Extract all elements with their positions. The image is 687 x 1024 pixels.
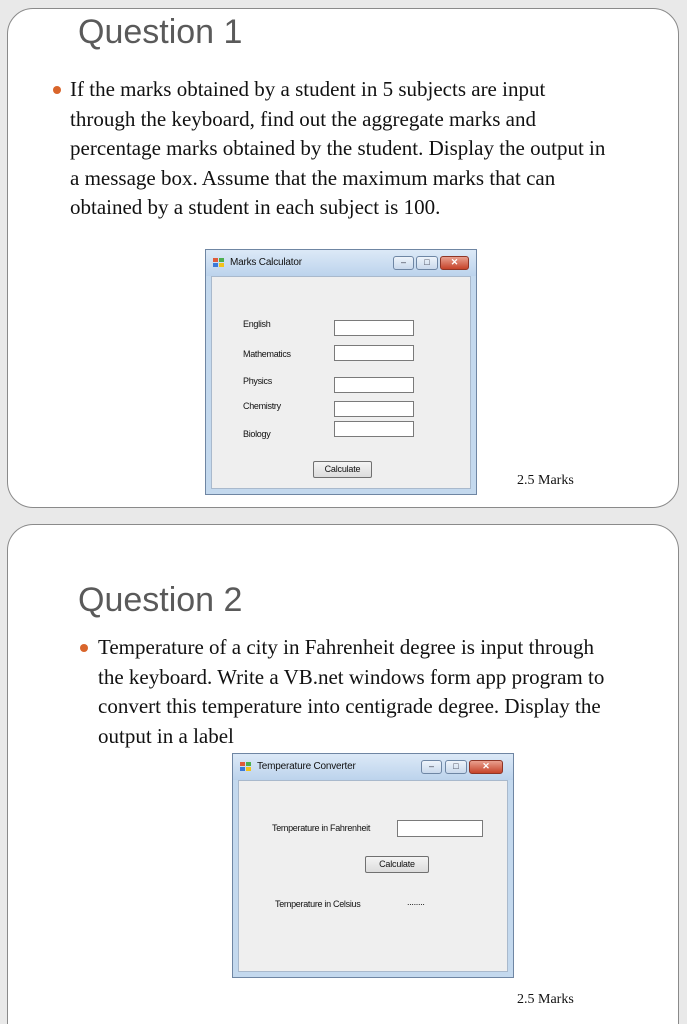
window-titlebar (233, 754, 513, 780)
question-2-line: the keyboard. Write a VB.net windows form app program to (98, 664, 605, 689)
question-1-title: Question 1 (78, 13, 243, 51)
temperature-converter-window (232, 753, 514, 978)
minimize-button[interactable]: – (393, 256, 414, 270)
window-title: Temperature Converter (257, 761, 356, 772)
question-1-line: percentage marks obtained by the student. Display the output in (70, 136, 606, 160)
close-button[interactable]: ✕ (469, 760, 503, 774)
form-app-icon (213, 258, 224, 267)
question-1-line: obtained by a student in each subject is 100. (70, 195, 441, 219)
mathematics-label: Mathematics (243, 349, 291, 359)
question-1-line: If the marks obtained by a student in 5 subjects are input (70, 77, 546, 101)
window-titlebar (206, 250, 476, 276)
maximize-button[interactable]: □ (445, 760, 467, 774)
question-2-text (98, 633, 604, 751)
question-2-line: Temperature of a city in Fahrenheit degree is input through (98, 635, 594, 659)
fahrenheit-input[interactable] (397, 820, 483, 837)
bullet-icon (80, 644, 88, 652)
window-title: Marks Calculator (230, 257, 302, 268)
calculate-button[interactable]: Calculate (313, 461, 372, 478)
maximize-button[interactable]: □ (416, 256, 438, 270)
slide-question-2 (7, 524, 679, 1024)
form-client-area (238, 780, 508, 972)
form-app-icon (240, 762, 251, 771)
question-2-line: convert this temperature into centigrade degree. Display the (98, 694, 601, 718)
close-button[interactable]: ✕ (440, 256, 469, 270)
question-1-line: through the keyboard, find out the aggregate marks and (70, 106, 536, 131)
marks-label: 2.5 Marks (517, 992, 574, 1007)
biology-label: Biology (243, 429, 271, 439)
question-2-line: output in a label (98, 723, 234, 748)
english-label: English (243, 319, 271, 329)
bullet-icon (53, 86, 61, 94)
chemistry-input[interactable] (334, 401, 414, 417)
form-client-area (211, 276, 471, 489)
marks-calculator-window (205, 249, 477, 495)
celsius-result-label: ........ (407, 897, 425, 907)
chemistry-label: Chemistry (243, 401, 281, 411)
minimize-button[interactable]: – (421, 760, 442, 774)
question-1-line: a message box. Assume that the maximum marks that can (70, 165, 556, 190)
marks-label: 2.5 Marks (517, 473, 574, 488)
question-1-text (70, 75, 605, 223)
biology-input[interactable] (334, 421, 414, 437)
slide-question-1 (7, 8, 679, 508)
question-2-title: Question 2 (78, 581, 243, 619)
calculate-button[interactable]: Calculate (365, 856, 429, 873)
english-input[interactable] (334, 320, 414, 336)
physics-input[interactable] (334, 377, 414, 393)
mathematics-input[interactable] (334, 345, 414, 361)
physics-label: Physics (243, 376, 272, 386)
fahrenheit-label: Temperature in Fahrenheit (272, 823, 371, 833)
celsius-label: Temperature in Celsius (275, 899, 361, 909)
